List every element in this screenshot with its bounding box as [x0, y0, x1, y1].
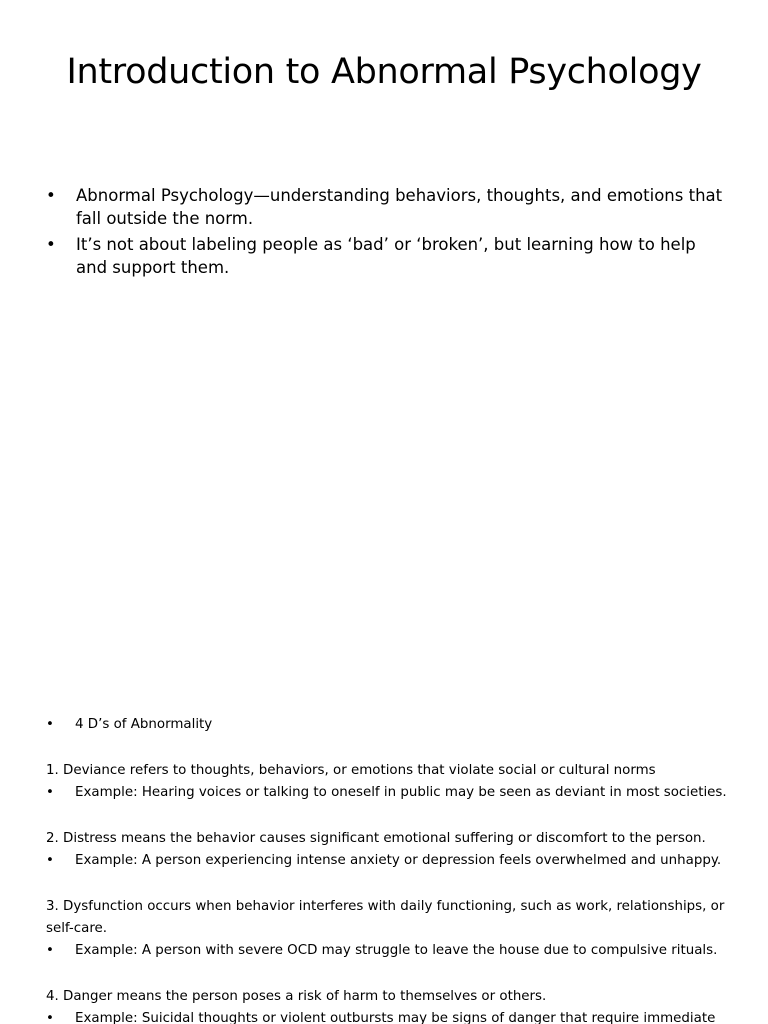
notes-heading: 4 D’s of Abnormality — [75, 717, 213, 732]
slide-bullet-text: It’s not about labeling people as ‘bad’ or ‘broken’, but learning how to help and support them. — [76, 235, 696, 277]
notes-item-example: Example: A person with severe OCD may struggle to leave the house due to compulsive rituals. — [75, 943, 718, 958]
slide-bullet-item — [46, 184, 726, 230]
notes-item-example-row — [46, 782, 736, 804]
notes-item-example-row — [46, 940, 736, 962]
notes-item-definition: 4. Danger means the person poses a risk of harm to themselves or others. — [46, 989, 547, 1004]
notes-item — [46, 828, 736, 872]
slide-title: Introduction to Abnormal Psychology — [66, 52, 702, 92]
slide-bullet-text: Abnormal Psychology—understanding behaviors, thoughts, and emotions that fall outside the norm. — [76, 186, 723, 228]
notes-item-definition: 3. Dysfunction occurs when behavior interferes with daily functioning, such as work, relationships, or self-care. — [46, 899, 725, 936]
notes-heading-row — [46, 714, 736, 736]
bullet-icon: • — [46, 717, 54, 732]
notes-item-example: Example: Suicidal thoughts or violent outbursts may be signs of danger that require immediate — [75, 1011, 716, 1024]
notes-item-definition: 1. Deviance refers to thoughts, behaviors, or emotions that violate social or cultural norms — [46, 763, 656, 778]
speaker-notes — [46, 714, 736, 1024]
slide-bullet-list — [46, 184, 726, 282]
notes-item — [46, 986, 736, 1024]
bullet-icon: • — [46, 853, 54, 868]
bullet-icon: • — [46, 235, 56, 254]
bullet-icon: • — [46, 1011, 54, 1024]
notes-item-example-row — [46, 850, 736, 872]
bullet-icon: • — [46, 785, 54, 800]
bullet-icon: • — [46, 186, 56, 205]
notes-item-example: Example: A person experiencing intense anxiety or depression feels overwhelmed and unhappy. — [75, 853, 722, 868]
notes-item — [46, 760, 736, 804]
notes-item-definition: 2. Distress means the behavior causes significant emotional suffering or discomfort to the person. — [46, 831, 706, 846]
bullet-icon: • — [46, 943, 54, 958]
notes-item — [46, 896, 736, 962]
notes-item-example: Example: Hearing voices or talking to oneself in public may be seen as deviant in most societies. — [75, 785, 727, 800]
notes-item-example-row — [46, 1008, 736, 1024]
slide-bullet-item — [46, 233, 726, 279]
